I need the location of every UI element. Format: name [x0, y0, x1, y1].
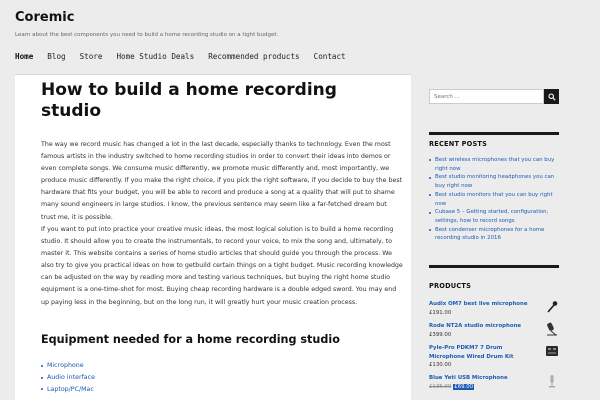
equipment-link[interactable]: Microphone — [47, 362, 84, 369]
product-item — [429, 344, 559, 369]
price-value: £399.00 — [429, 331, 452, 338]
nav-item-blog[interactable]: Blog — [47, 52, 66, 61]
post-paragraph-2: If you want to put into practice your creative music ideas, the most logical solution is to build a home recording studio. It should allow you to create the instrumentals, to record your voice, to mix the song and, ultimately, to master it. This website contains a series of home studio articles that should guide you through the process. We also try to give you practical ideas on how to getbuild certain things on a tight budget. Music recording knowledge can be adjusted on the way by reading more and testing various techniques, but buying the right home studio equipment is a one-time-shot for most. Buying cheap recording hardware is a double edged sword. You may end up paying less in the beginning, but on the long run, it will greatly hurt your music creation process. — [41, 226, 403, 306]
product-name[interactable]: Audix OM7 best live microphone — [429, 301, 528, 307]
site-description: Learn about the best components you need to build a home recording studio on a tight budget. — [15, 32, 279, 38]
usb-microphone-icon[interactable] — [545, 374, 559, 388]
site-title[interactable]: Coremic — [15, 10, 75, 25]
nav-item-home[interactable]: Home — [15, 52, 34, 61]
recent-post-link[interactable]: Best condenser microphones for a home recording studio in 2016 — [429, 226, 559, 243]
bullet-icon — [41, 365, 43, 367]
nav-item-store[interactable]: Store — [79, 52, 103, 61]
recent-posts-list — [429, 156, 559, 243]
recent-post-link[interactable]: Best wireless microphones that you can buy right now — [429, 156, 559, 173]
post-title: How to build a home recording studio — [41, 80, 337, 121]
product-item — [429, 300, 559, 317]
search-icon — [548, 93, 556, 101]
bullet-icon — [41, 377, 43, 379]
widget-divider — [429, 132, 559, 135]
product-price — [429, 309, 559, 317]
site-header — [15, 10, 585, 40]
recent-post-link[interactable]: Cubase 5 – Getting started, configuration, settings, how to record songs — [429, 208, 559, 225]
post-content — [15, 74, 411, 400]
price-value: £191.00 — [429, 309, 452, 316]
nav-item-recommended-products[interactable]: Recommended products — [208, 52, 300, 61]
recent-post-link[interactable]: Best studio monitoring headphones you can buy right now — [429, 173, 559, 190]
sidebar — [429, 74, 585, 400]
list-item[interactable] — [41, 384, 95, 396]
section-heading-equipment: Equipment needed for a home recording studio — [41, 333, 340, 346]
widget-divider — [429, 265, 559, 268]
equipment-list — [41, 360, 95, 395]
post-paragraph-1: The way we record music has changed a lot in the last decade, especially thanks to technology. Even the most famous artists in the industry switched to home recording studios in order to convert their ideas into demos or even complete songs. We consume music differently, we promote music differently and, most importantly, we produce music differently. If you make the right choice, if you pick the right software, if you decide to buy the best hardware that fits your budget, you will be able to record and produce a song at a quality that will put to shame many sound engineers in large studios. I know, the previous sentence may seem like a far-fetched dream but trust me, it is possible. — [41, 141, 403, 221]
recent-posts-title: RECENT POSTS — [429, 140, 488, 148]
list-item[interactable] — [41, 360, 95, 372]
product-name[interactable]: Pyle-Pro PDKM7 7 Drum Microphone Wired Drum Kit — [429, 345, 514, 360]
studio-microphone-icon[interactable] — [545, 322, 559, 336]
main-navigation — [15, 51, 585, 65]
products-title: PRODUCTS — [429, 282, 472, 290]
equipment-link[interactable]: Laptop/PC/Mac — [47, 385, 94, 393]
search-input[interactable] — [429, 89, 544, 104]
product-price — [429, 361, 559, 369]
nav-item-home-studio-deals[interactable]: Home Studio Deals — [116, 52, 195, 61]
recent-post-link[interactable]: Best studio monitors that you can buy right now — [429, 191, 559, 208]
drum-mic-kit-icon[interactable] — [545, 344, 559, 358]
old-price: £135.00 — [429, 383, 452, 390]
search-button[interactable] — [544, 89, 559, 104]
bullet-icon — [41, 388, 43, 390]
list-item[interactable] — [41, 372, 95, 384]
product-price — [429, 331, 559, 339]
equipment-link[interactable]: Audio interface — [47, 373, 95, 381]
sale-price: £69.00 — [454, 383, 474, 390]
nav-item-contact[interactable]: Contact — [313, 52, 346, 61]
product-name[interactable]: Blue Yeti USB Microphone — [429, 375, 508, 381]
microphone-icon[interactable] — [545, 300, 559, 314]
price-value: £130.00 — [429, 362, 452, 369]
product-price — [429, 383, 559, 391]
product-name[interactable]: Rode NT2A studio microphone — [429, 323, 522, 329]
product-item — [429, 374, 559, 391]
search-form — [429, 89, 559, 104]
product-item — [429, 322, 559, 339]
